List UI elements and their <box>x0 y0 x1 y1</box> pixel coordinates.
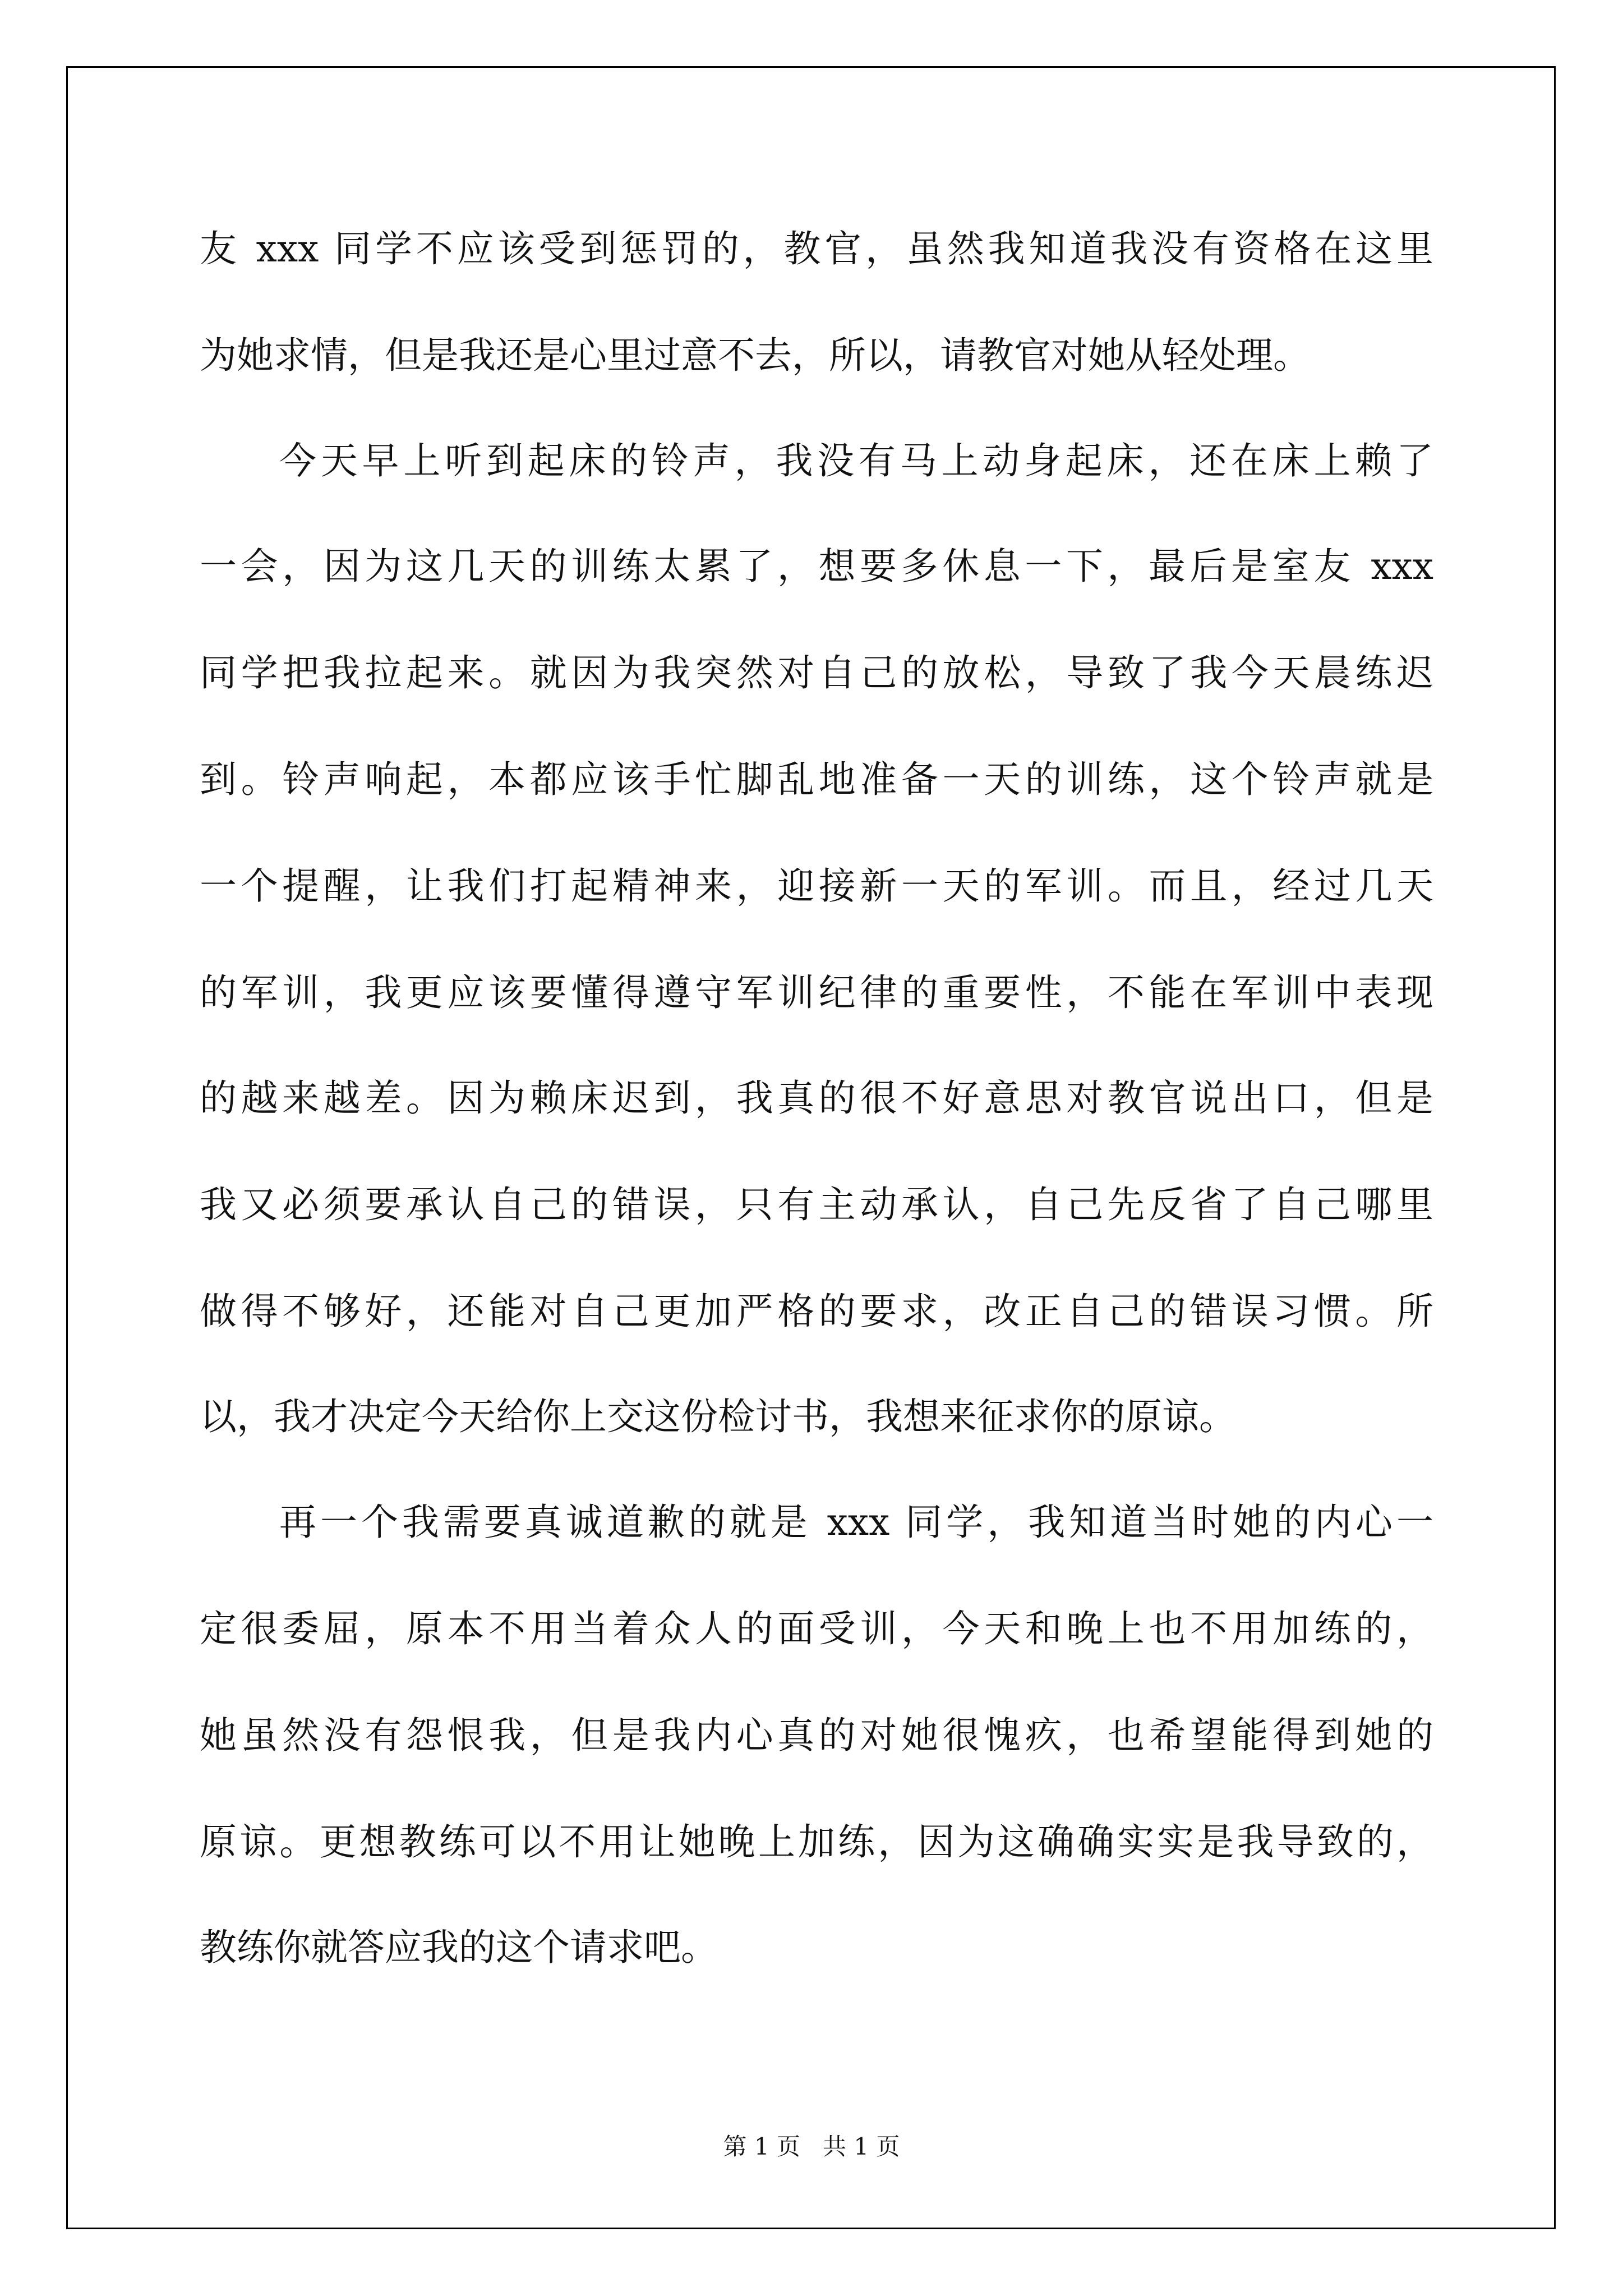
text-line-9: 的越来越差。因为赖床迟到，我真的很不好意思对教官说出口，但是 <box>200 1076 1433 1120</box>
text-line-6: 到。铃声响起，本都应该手忙脚乱地准备一天的训练，这个铃声就是 <box>200 758 1433 801</box>
text-line-2: 为她求情，但是我还是心里过意不去，所以，请教官对她从轻处理。 <box>200 334 1310 377</box>
page-number-footer: 第 1 页 共 1 页 <box>723 2133 900 2160</box>
text-line-8: 的军训，我更应该要懂得遵守军训纪律的重要性，不能在军训中表现 <box>200 971 1433 1014</box>
text-line-11: 做得不够好，还能对自己更加严格的要求，改正自己的错误习惯。所 <box>200 1290 1433 1333</box>
text-line-16: 原谅。更想教练可以不用让她晚上加练，因为这确确实实是我导致的， <box>200 1820 1433 1864</box>
text-line-15: 她虽然没有怨恨我，但是我内心真的对她很愧疚，也希望能得到她的 <box>200 1714 1433 1757</box>
text-line-14: 定很委屈，原本不用当着众人的面受训，今天和晚上也不用加练的， <box>200 1607 1433 1650</box>
text-line-17: 教练你就答应我的这个请求吧。 <box>200 1926 718 1969</box>
text-line-3: 今天早上听到起床的铃声，我没有马上动身起床，还在床上赖了 <box>279 439 1433 482</box>
text-line-1: 友 xxx 同学不应该受到惩罚的，教官，虽然我知道我没有资格在这里 <box>200 227 1433 270</box>
text-line-7: 一个提醒，让我们打起精神来，迎接新一天的军训。而且，经过几天 <box>200 864 1433 908</box>
page-border <box>66 66 1556 2229</box>
text-line-4: 一会，因为这几天的训练太累了，想要多休息一下，最后是室友 xxx <box>200 545 1433 588</box>
text-line-5: 同学把我拉起来。就因为我突然对自己的放松，导致了我今天晨练迟 <box>200 651 1433 694</box>
text-line-12: 以，我才决定今天给你上交这份检讨书，我想来征求你的原谅。 <box>200 1395 1236 1438</box>
text-line-13: 再一个我需要真诚道歉的就是 xxx 同学，我知道当时她的内心一 <box>279 1501 1433 1544</box>
text-line-10: 我又必须要承认自己的错误，只有主动承认，自己先反省了自己哪里 <box>200 1183 1433 1226</box>
